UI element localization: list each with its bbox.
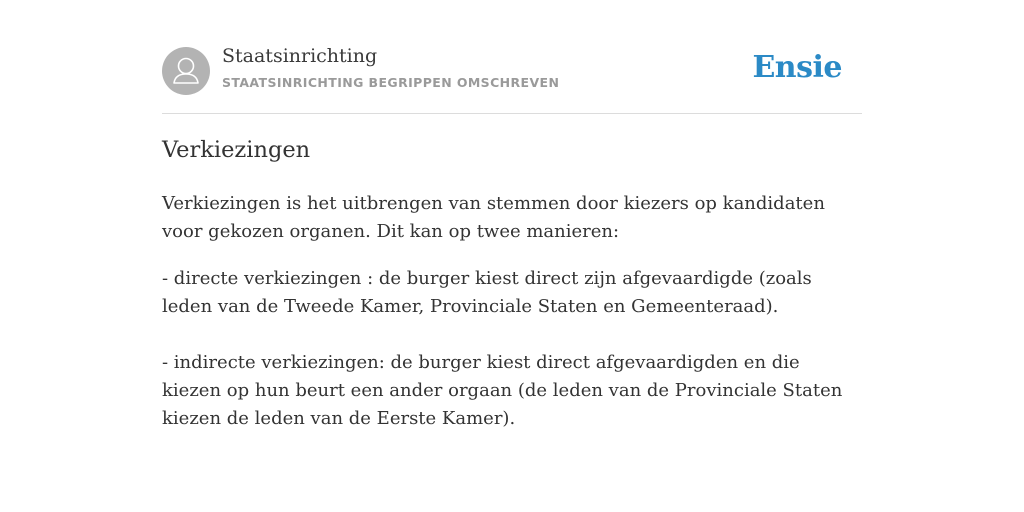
site-subtitle: STAATSINRICHTING BEGRIPPEN OMSCHREVEN [222,75,560,90]
avatar[interactable] [162,47,210,95]
article-paragraph-direct: - directe verkiezingen : de burger kiest direct zijn afgevaardigde (zoals leden van de Tweede Kamer, Provinciale Staten en Gemeenteraad). [162,268,812,317]
header [162,0,862,114]
site-name[interactable]: Staatsinrichting [222,45,378,67]
article-paragraph-indirect: - indirecte verkiezingen: de burger kiest direct afgevaardigden en die kiezen op hun beurt een ander orgaan (de leden van de Provinciale Staten kiezen de leden van de Eerste Kamer). [162,352,843,429]
article-paragraph-intro: Verkiezingen is het uitbrengen van stemmen door kiezers op kandidaten voor gekozen organen. Dit kan op twee manieren: [162,193,825,242]
brand-logo[interactable]: Ensie [752,50,842,85]
content-container [162,0,862,429]
article-title: Verkiezingen [162,137,311,163]
user-icon [162,47,210,95]
